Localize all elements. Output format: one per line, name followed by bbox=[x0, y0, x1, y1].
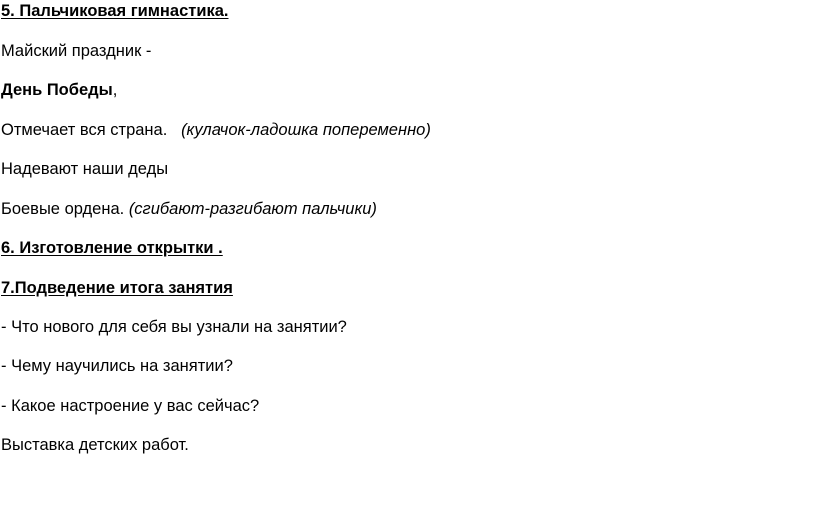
closing-line: Выставка детских работ. bbox=[1, 436, 189, 454]
poem-line-orders bbox=[1, 199, 377, 219]
poem-text: Отмечает вся страна. bbox=[1, 121, 168, 139]
question-line: - Чему научились на занятии? bbox=[1, 357, 233, 375]
gesture-note: (кулачок-ладошка попеременно) bbox=[181, 121, 431, 139]
poem-line-may-holiday: Майский праздник - bbox=[1, 42, 152, 60]
section-heading-postcard: 6. Изготовление открытки . bbox=[1, 239, 223, 257]
section-heading-summary: 7.Подведение итога занятия bbox=[1, 279, 233, 297]
poem-line-whole-country bbox=[1, 120, 431, 140]
victory-day-text: День Победы bbox=[1, 81, 113, 99]
question-line: - Какое настроение у вас сейчас? bbox=[1, 397, 260, 415]
poem-line-victory-day bbox=[1, 80, 117, 100]
poem-text: Боевые ордена. bbox=[1, 200, 125, 218]
question-line: - Что нового для себя вы узнали на занятии? bbox=[1, 318, 347, 336]
gesture-note: (сгибают-разгибают пальчики) bbox=[128, 200, 377, 218]
comma-text: , bbox=[112, 81, 118, 99]
poem-line-grandfathers: Надевают наши деды bbox=[1, 160, 169, 178]
section-heading-finger-gymnastics: 5. Пальчиковая гимнастика. bbox=[1, 2, 229, 20]
